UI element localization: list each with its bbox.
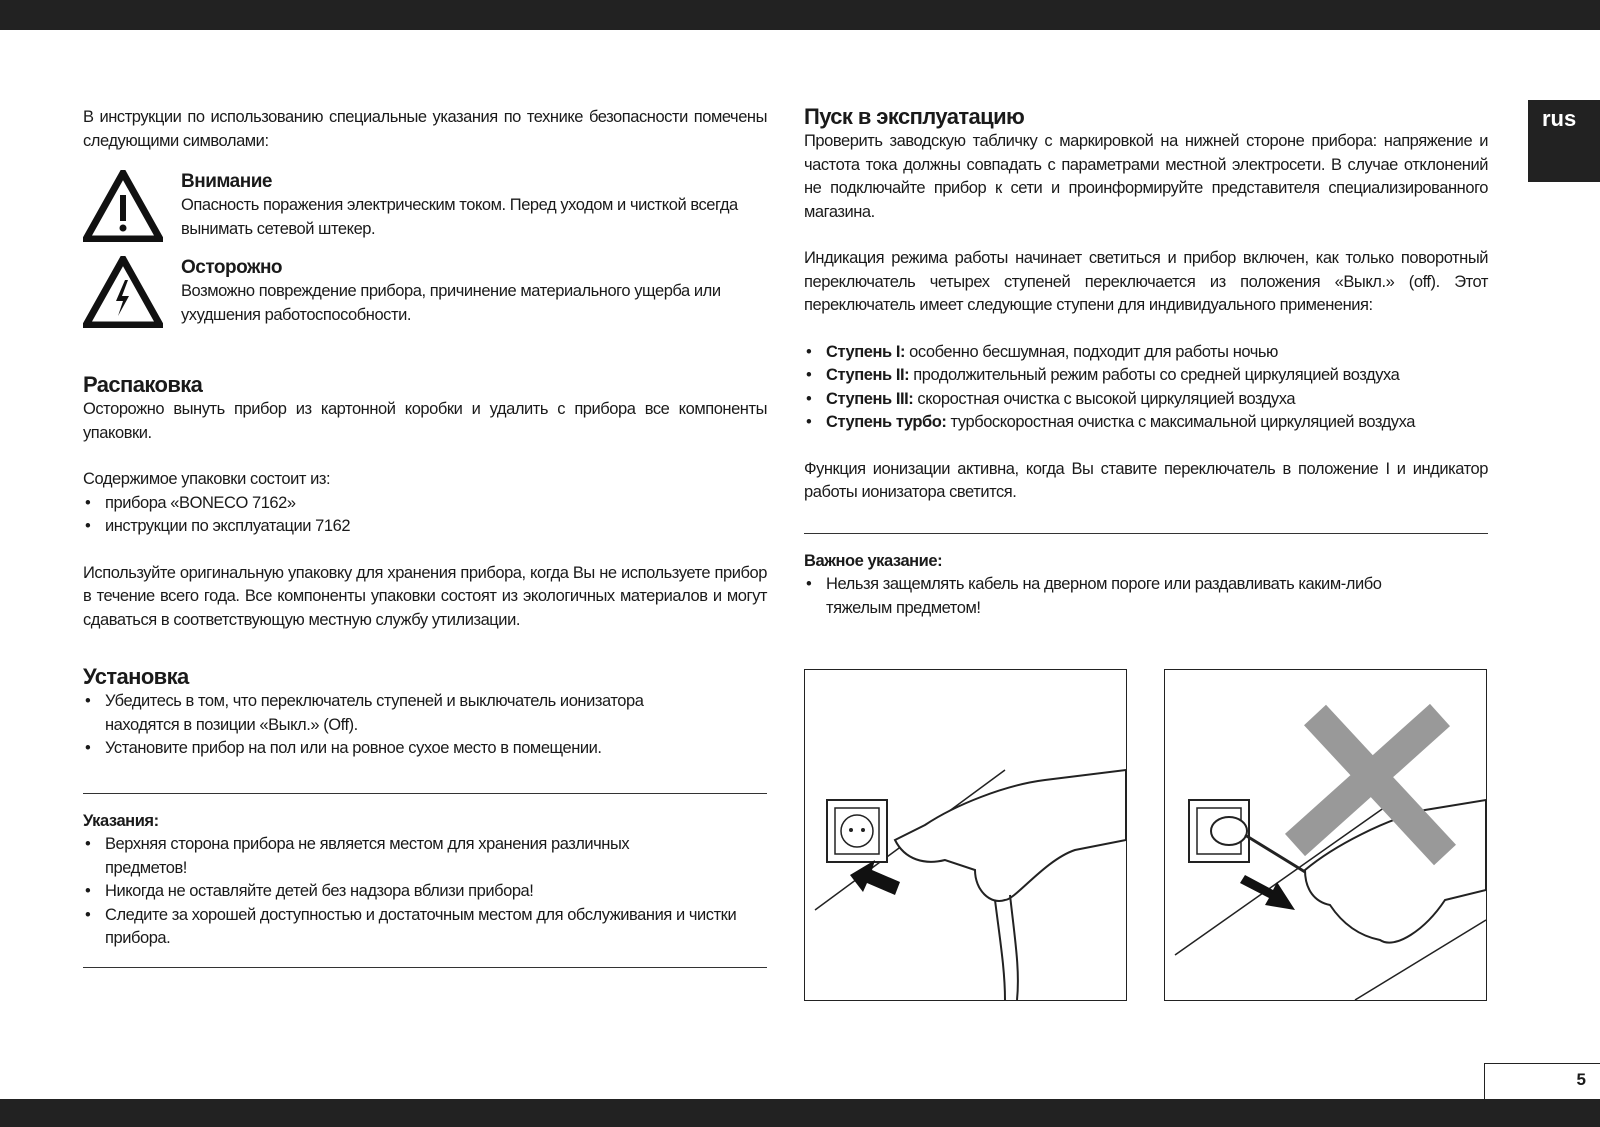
- bottom-bar: [0, 1099, 1600, 1127]
- top-bar: [0, 0, 1600, 30]
- list-item: • Никогда не оставляйте детей без надзора вблизи прибора!: [83, 880, 767, 904]
- contents-intro: Содержимое упаковки состоит из:: [83, 470, 331, 488]
- stage-text: турбоскоростная очистка с максимальной циркуляцией воздуха: [946, 413, 1415, 431]
- list-item: • Установите прибор на пол или на ровное сухое место в помещении.: [83, 737, 767, 761]
- unpacking-text: Осторожно вынуть прибор из картонной коробки и удалить с прибора все компоненты упаковки.: [83, 400, 767, 442]
- list-item: • Следите за хорошей доступностью и достаточным местом для обслуживания и чистки прибора.: [83, 904, 767, 951]
- list-item: [804, 364, 1488, 388]
- exclamation-warning-icon: [83, 170, 163, 242]
- installation-list: [83, 690, 767, 761]
- list-item: • Верхняя сторона прибора не является местом для хранения различных предметов!: [83, 833, 767, 880]
- stage-label: Ступень III:: [826, 389, 914, 408]
- list-item: [804, 388, 1488, 412]
- language-tab: rus: [1528, 100, 1600, 182]
- stage-label: Ступень II:: [826, 366, 910, 384]
- warning-attention: [83, 170, 767, 242]
- ionization-text: Функция ионизации активна, когда Вы ставите переключатель в положение I и индикатор работы ионизатора светится.: [804, 459, 1488, 501]
- divider: [83, 967, 767, 968]
- notes-title: Указания:: [83, 811, 159, 830]
- stages-list: [804, 341, 1488, 435]
- stage-label: Ступень турбо:: [826, 413, 947, 431]
- important-title: Важное указание:: [804, 551, 943, 570]
- warning-text: Опасность поражения электрическим током. Перед уходом и чисткой всегда вынимать сетевой штекер.: [181, 196, 738, 238]
- storage-text: Используйте оригинальную упаковку для хранения прибора, когда Вы не используете прибор в течение всего года. Все компоненты упаковки состоят из экологичных материалов и могут сдаваться в соответствующую местную службу утилизации.: [83, 563, 767, 629]
- page-number: 5: [1484, 1063, 1600, 1099]
- warning-title: Осторожно: [181, 257, 283, 278]
- list-item: [804, 411, 1488, 435]
- list-item: • инструкции по эксплуатации 7162: [83, 515, 767, 539]
- stage-text: особенно бесшумная, подходит для работы ночью: [905, 342, 1278, 361]
- contents-list: [83, 492, 767, 539]
- startup-text-1: Проверить заводскую табличку с маркировкой на нижней стороне прибора: напряжение и частота тока должны совпадать с параметрами местной электросети. В случае отклонений не подключайте прибор к сети и проинформируйте представителя специализированного магазина.: [804, 132, 1488, 221]
- list-item: • прибора «BONECO 7162»: [83, 492, 767, 516]
- figure-correct-unplug: [804, 669, 1127, 1001]
- figure-wrong-unplug: [1164, 669, 1487, 1001]
- notes-box: [83, 793, 767, 968]
- list-item: [804, 341, 1488, 365]
- stage-label: Ступень I:: [826, 342, 905, 361]
- list-item: • Нельзя защемлять кабель на дверном пороге или раздавливать каким-либо тяжелым предметом!: [804, 573, 1488, 620]
- startup-text-2: Индикация режима работы начинает светиться и прибор включен, как только поворотный переключатель четырех ступеней переключается из положения «Выкл.» (off). Этот переключатель имеет следующие ступени для индивидуального применения:: [804, 249, 1488, 314]
- section-title-unpacking: Распаковка: [83, 372, 203, 397]
- stage-text: скоростная очистка с высокой циркуляцией воздуха: [913, 389, 1296, 408]
- warning-title: Внимание: [181, 171, 272, 192]
- wrong-unplug-illustration: [1165, 670, 1486, 1000]
- stage-text: продолжительный режим работы со средней циркуляцией воздуха: [909, 366, 1400, 384]
- important-box: [804, 533, 1488, 621]
- right-column: [804, 104, 1488, 620]
- warning-caution: [83, 256, 767, 328]
- notes-list: [83, 833, 767, 951]
- section-title-installation: Установка: [83, 664, 189, 689]
- left-column: [83, 106, 767, 968]
- correct-unplug-illustration: [805, 670, 1126, 1000]
- intro-text: В инструкции по использованию специальные указания по технике безопасности помечены следующими символами:: [83, 108, 767, 150]
- lightning-warning-icon: [83, 256, 163, 328]
- important-list: [804, 573, 1488, 620]
- section-title-startup: Пуск в эксплуатацию: [804, 104, 1025, 129]
- list-item: • Убедитесь в том, что переключатель ступеней и выключатель ионизатора находятся в позиции «Выкл.» (Off).: [83, 690, 767, 737]
- warning-text: Возможно повреждение прибора, причинение материального ущерба или ухудшения работоспособности.: [181, 282, 721, 324]
